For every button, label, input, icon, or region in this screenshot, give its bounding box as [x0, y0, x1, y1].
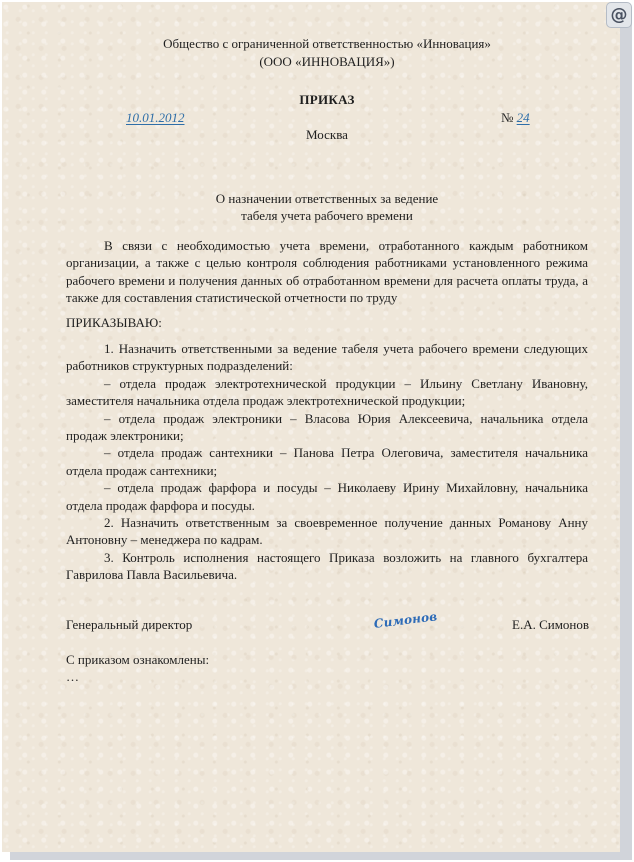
decree-block [66, 314, 588, 331]
order-date-value: 10.01.2012 [126, 110, 185, 125]
subject-line-1: О назначении ответственных за ведение [215, 191, 439, 206]
organization-full-name: Общество с ограниченной ответственностью «Инновация» [163, 36, 491, 51]
order-date [126, 109, 185, 126]
signoff-name: Е.А. Симонов [512, 617, 590, 632]
item-1-intro: 1. Назначить ответственными за ведение табеля учета рабочего времени следующих работников структурных подразделений: [66, 341, 588, 374]
signoff-position: Генеральный директор [66, 617, 193, 632]
order-number-label: № [501, 110, 514, 125]
item-1-sub-3: – отдела продаж сантехники – Панова Петра Олеговича, заместителя начальника отдела продаж сантехники; [66, 445, 588, 478]
item-2: 2. Назначить ответственным за своевременное получение данных Романову Анну Антоновну – менеджера по кадрам. [66, 515, 588, 548]
document-page [2, 2, 620, 852]
organization-short-name: (ООО «ИННОВАЦИЯ») [259, 54, 395, 69]
item-1-sub-1: – отдела продаж электротехнической продукции – Ильину Светлану Ивановну, заместителя начальника отдела продаж электротехнической продукции; [66, 375, 588, 409]
item-3: 3. Контроль исполнения настоящего Приказа возложить на главного бухгалтера Гаврилова Павла Васильевича. [66, 549, 588, 583]
decree-label: ПРИКАЗЫВАЮ: [66, 315, 162, 330]
at-sign-icon [606, 2, 632, 28]
handwritten-signature: Симонов [373, 609, 439, 631]
acknowledgement-label: С приказом ознакомлены: [66, 652, 210, 667]
item-1-sub-4: – отдела продаж фарфора и посуды – Николаеву Ирину Михайловну, начальника отдела продаж фарфора и посуды. [66, 480, 588, 513]
preamble-block [66, 237, 588, 307]
item-1-sub-2: – отдела продаж электроники – Власова Юрия Алексеевича, начальника отдела продаж электроники; [66, 410, 588, 444]
order-number-value: 24 [516, 110, 530, 125]
order-city: Москва [306, 127, 348, 142]
preamble-paragraph: В связи с необходимостью учета времени, отработанного каждым работником организации, а также с целью контроля соблюдения работниками установленного режима рабочего времени и получения данных об отработанном времени для расчета оплаты труда, а также для составления статистической отчетности по труду [66, 238, 588, 306]
acknowledgement-ellipsis: … [66, 669, 79, 684]
decree-items [66, 340, 588, 584]
order-number [501, 109, 530, 126]
order-title: ПРИКАЗ [299, 92, 355, 107]
logo-glyph: @ [610, 5, 628, 25]
subject-line-2: табеля учета рабочего времени [241, 208, 413, 223]
